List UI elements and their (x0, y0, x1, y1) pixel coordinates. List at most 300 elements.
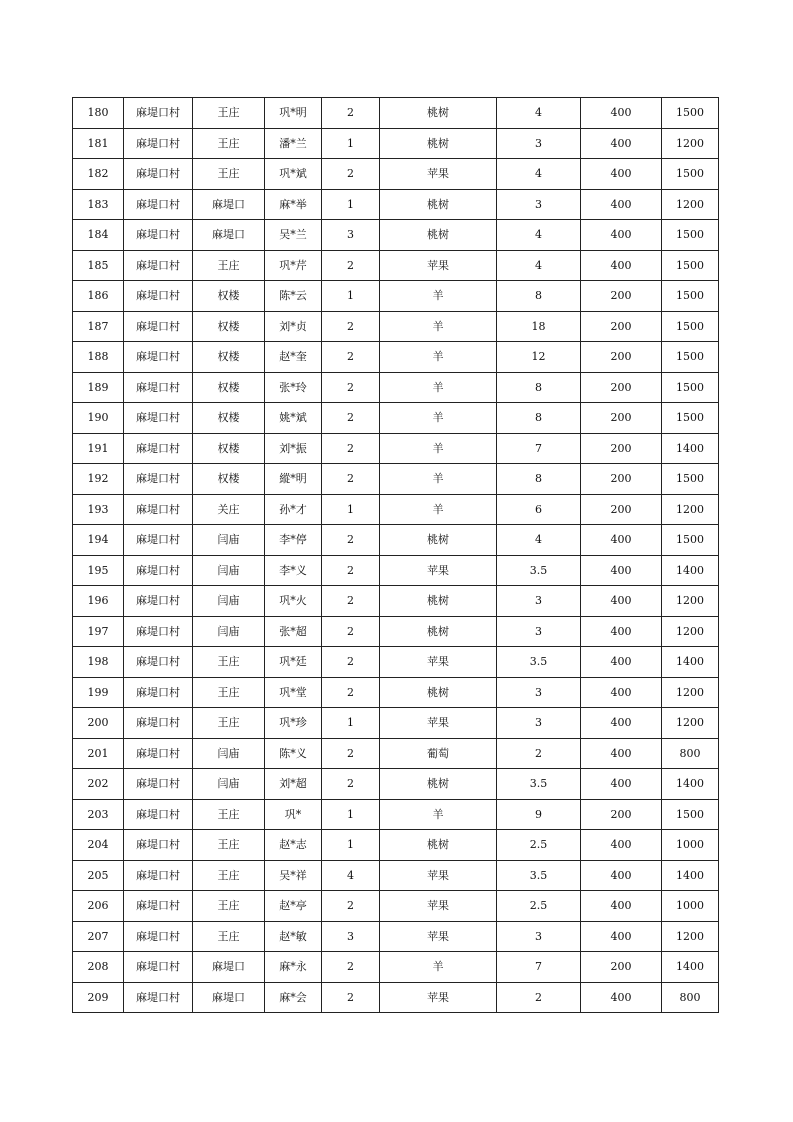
hamlet-cell: 王庄 (193, 891, 265, 922)
unit-subsidy-cell: 400 (581, 128, 662, 159)
quantity-cell: 3.5 (497, 860, 581, 891)
village-cell: 麻堤口村 (124, 677, 193, 708)
row-number-cell: 195 (73, 555, 124, 586)
amount-cell: 1200 (662, 128, 719, 159)
table-row (73, 189, 719, 220)
hamlet-cell: 闫庙 (193, 616, 265, 647)
hamlet-cell: 闫庙 (193, 769, 265, 800)
village-cell: 麻堤口村 (124, 525, 193, 556)
industry-cell: 羊 (380, 464, 497, 495)
name-cell: 吴*祥 (265, 860, 322, 891)
hamlet-cell: 王庄 (193, 128, 265, 159)
unit-subsidy-cell: 200 (581, 494, 662, 525)
amount-cell: 1200 (662, 921, 719, 952)
household-size-cell: 2 (322, 952, 380, 983)
hamlet-cell: 王庄 (193, 830, 265, 861)
name-cell: 赵*奎 (265, 342, 322, 373)
row-number-cell: 197 (73, 616, 124, 647)
name-cell: 巩*珍 (265, 708, 322, 739)
village-cell: 麻堤口村 (124, 799, 193, 830)
name-cell: 巩*斌 (265, 159, 322, 190)
unit-subsidy-cell: 400 (581, 250, 662, 281)
hamlet-cell: 王庄 (193, 708, 265, 739)
village-cell: 麻堤口村 (124, 189, 193, 220)
table-row (73, 372, 719, 403)
row-number-cell: 208 (73, 952, 124, 983)
household-size-cell: 2 (322, 891, 380, 922)
table-row (73, 891, 719, 922)
household-size-cell: 1 (322, 494, 380, 525)
table-row (73, 860, 719, 891)
table-row (73, 555, 719, 586)
industry-cell: 羊 (380, 494, 497, 525)
industry-cell: 羊 (380, 403, 497, 434)
row-number-cell: 205 (73, 860, 124, 891)
name-cell: 赵*志 (265, 830, 322, 861)
hamlet-cell: 权楼 (193, 311, 265, 342)
name-cell: 李*义 (265, 555, 322, 586)
quantity-cell: 3 (497, 677, 581, 708)
industry-cell: 桃树 (380, 677, 497, 708)
unit-subsidy-cell: 400 (581, 830, 662, 861)
name-cell: 麻*会 (265, 982, 322, 1013)
hamlet-cell: 王庄 (193, 250, 265, 281)
unit-subsidy-cell: 400 (581, 738, 662, 769)
table-row (73, 342, 719, 373)
industry-cell: 桃树 (380, 98, 497, 129)
amount-cell: 1200 (662, 189, 719, 220)
village-cell: 麻堤口村 (124, 982, 193, 1013)
name-cell: 縱*明 (265, 464, 322, 495)
hamlet-cell: 王庄 (193, 921, 265, 952)
unit-subsidy-cell: 400 (581, 891, 662, 922)
unit-subsidy-cell: 400 (581, 525, 662, 556)
household-size-cell: 2 (322, 250, 380, 281)
row-number-cell: 189 (73, 372, 124, 403)
household-size-cell: 1 (322, 830, 380, 861)
table-row (73, 311, 719, 342)
household-size-cell: 2 (322, 555, 380, 586)
village-cell: 麻堤口村 (124, 830, 193, 861)
hamlet-cell: 权楼 (193, 372, 265, 403)
table-row (73, 128, 719, 159)
name-cell: 陈*云 (265, 281, 322, 312)
household-size-cell: 1 (322, 799, 380, 830)
amount-cell: 800 (662, 982, 719, 1013)
household-size-cell: 2 (322, 98, 380, 129)
amount-cell: 1200 (662, 677, 719, 708)
name-cell: 麻*举 (265, 189, 322, 220)
table-row (73, 799, 719, 830)
village-cell: 麻堤口村 (124, 372, 193, 403)
name-cell: 李*停 (265, 525, 322, 556)
household-size-cell: 2 (322, 433, 380, 464)
village-cell: 麻堤口村 (124, 250, 193, 281)
unit-subsidy-cell: 200 (581, 372, 662, 403)
industry-cell: 苹果 (380, 921, 497, 952)
quantity-cell: 3.5 (497, 769, 581, 800)
row-number-cell: 199 (73, 677, 124, 708)
row-number-cell: 202 (73, 769, 124, 800)
name-cell: 刘*超 (265, 769, 322, 800)
table-row (73, 647, 719, 678)
quantity-cell: 4 (497, 220, 581, 251)
unit-subsidy-cell: 400 (581, 921, 662, 952)
industry-cell: 羊 (380, 952, 497, 983)
amount-cell: 1200 (662, 616, 719, 647)
quantity-cell: 9 (497, 799, 581, 830)
industry-cell: 苹果 (380, 891, 497, 922)
hamlet-cell: 关庄 (193, 494, 265, 525)
name-cell: 巩*廷 (265, 647, 322, 678)
amount-cell: 1500 (662, 464, 719, 495)
village-cell: 麻堤口村 (124, 769, 193, 800)
table-row (73, 952, 719, 983)
row-number-cell: 191 (73, 433, 124, 464)
quantity-cell: 8 (497, 372, 581, 403)
amount-cell: 1400 (662, 555, 719, 586)
amount-cell: 1500 (662, 342, 719, 373)
row-number-cell: 188 (73, 342, 124, 373)
row-number-cell: 198 (73, 647, 124, 678)
unit-subsidy-cell: 400 (581, 982, 662, 1013)
table-row (73, 525, 719, 556)
hamlet-cell: 闫庙 (193, 555, 265, 586)
village-cell: 麻堤口村 (124, 708, 193, 739)
row-number-cell: 193 (73, 494, 124, 525)
industry-cell: 苹果 (380, 555, 497, 586)
name-cell: 巩*芹 (265, 250, 322, 281)
table-row (73, 677, 719, 708)
row-number-cell: 206 (73, 891, 124, 922)
unit-subsidy-cell: 200 (581, 403, 662, 434)
table-row (73, 738, 719, 769)
unit-subsidy-cell: 400 (581, 555, 662, 586)
table-row (73, 982, 719, 1013)
amount-cell: 1500 (662, 311, 719, 342)
unit-subsidy-cell: 400 (581, 189, 662, 220)
household-size-cell: 2 (322, 982, 380, 1013)
name-cell: 吴*兰 (265, 220, 322, 251)
industry-cell: 桃树 (380, 830, 497, 861)
table-row (73, 250, 719, 281)
quantity-cell: 6 (497, 494, 581, 525)
unit-subsidy-cell: 400 (581, 708, 662, 739)
industry-cell: 葡萄 (380, 738, 497, 769)
hamlet-cell: 麻堤口 (193, 982, 265, 1013)
row-number-cell: 186 (73, 281, 124, 312)
hamlet-cell: 麻堤口 (193, 952, 265, 983)
quantity-cell: 18 (497, 311, 581, 342)
quantity-cell: 3 (497, 586, 581, 617)
household-size-cell: 2 (322, 769, 380, 800)
name-cell: 赵*敏 (265, 921, 322, 952)
industry-cell: 羊 (380, 799, 497, 830)
amount-cell: 1500 (662, 281, 719, 312)
name-cell: 巩*明 (265, 98, 322, 129)
quantity-cell: 3.5 (497, 647, 581, 678)
name-cell: 潘*兰 (265, 128, 322, 159)
village-cell: 麻堤口村 (124, 98, 193, 129)
table-row (73, 921, 719, 952)
industry-cell: 桃树 (380, 189, 497, 220)
household-size-cell: 2 (322, 647, 380, 678)
amount-cell: 1400 (662, 433, 719, 464)
unit-subsidy-cell: 400 (581, 98, 662, 129)
unit-subsidy-cell: 200 (581, 281, 662, 312)
amount-cell: 1400 (662, 647, 719, 678)
table-row (73, 586, 719, 617)
quantity-cell: 4 (497, 98, 581, 129)
industry-cell: 羊 (380, 281, 497, 312)
name-cell: 姚*斌 (265, 403, 322, 434)
row-number-cell: 209 (73, 982, 124, 1013)
unit-subsidy-cell: 200 (581, 952, 662, 983)
unit-subsidy-cell: 200 (581, 464, 662, 495)
unit-subsidy-cell: 400 (581, 677, 662, 708)
row-number-cell: 180 (73, 98, 124, 129)
unit-subsidy-cell: 400 (581, 616, 662, 647)
name-cell: 刘*贞 (265, 311, 322, 342)
name-cell: 陈*义 (265, 738, 322, 769)
industry-cell: 羊 (380, 433, 497, 464)
industry-cell: 桃树 (380, 128, 497, 159)
village-cell: 麻堤口村 (124, 586, 193, 617)
household-size-cell: 3 (322, 220, 380, 251)
village-cell: 麻堤口村 (124, 433, 193, 464)
table-row (73, 281, 719, 312)
household-size-cell: 2 (322, 616, 380, 647)
hamlet-cell: 王庄 (193, 799, 265, 830)
household-size-cell: 2 (322, 677, 380, 708)
village-cell: 麻堤口村 (124, 860, 193, 891)
quantity-cell: 4 (497, 159, 581, 190)
village-cell: 麻堤口村 (124, 403, 193, 434)
hamlet-cell: 权楼 (193, 403, 265, 434)
household-size-cell: 2 (322, 464, 380, 495)
hamlet-cell: 麻堤口 (193, 189, 265, 220)
row-number-cell: 185 (73, 250, 124, 281)
hamlet-cell: 王庄 (193, 159, 265, 190)
amount-cell: 1000 (662, 891, 719, 922)
industry-cell: 桃树 (380, 586, 497, 617)
hamlet-cell: 权楼 (193, 281, 265, 312)
data-table (72, 97, 719, 1013)
quantity-cell: 3 (497, 189, 581, 220)
village-cell: 麻堤口村 (124, 647, 193, 678)
row-number-cell: 183 (73, 189, 124, 220)
quantity-cell: 3 (497, 708, 581, 739)
unit-subsidy-cell: 400 (581, 769, 662, 800)
village-cell: 麻堤口村 (124, 464, 193, 495)
hamlet-cell: 权楼 (193, 464, 265, 495)
quantity-cell: 3 (497, 128, 581, 159)
table-row (73, 830, 719, 861)
industry-cell: 苹果 (380, 647, 497, 678)
household-size-cell: 2 (322, 525, 380, 556)
industry-cell: 羊 (380, 342, 497, 373)
row-number-cell: 181 (73, 128, 124, 159)
table-row (73, 403, 719, 434)
name-cell: 巩*火 (265, 586, 322, 617)
amount-cell: 1000 (662, 830, 719, 861)
village-cell: 麻堤口村 (124, 494, 193, 525)
row-number-cell: 192 (73, 464, 124, 495)
amount-cell: 1500 (662, 372, 719, 403)
industry-cell: 羊 (380, 311, 497, 342)
name-cell: 张*超 (265, 616, 322, 647)
row-number-cell: 190 (73, 403, 124, 434)
quantity-cell: 8 (497, 281, 581, 312)
row-number-cell: 207 (73, 921, 124, 952)
hamlet-cell: 王庄 (193, 860, 265, 891)
unit-subsidy-cell: 400 (581, 647, 662, 678)
village-cell: 麻堤口村 (124, 159, 193, 190)
village-cell: 麻堤口村 (124, 220, 193, 251)
industry-cell: 桃树 (380, 769, 497, 800)
amount-cell: 1500 (662, 220, 719, 251)
table-row (73, 708, 719, 739)
village-cell: 麻堤口村 (124, 738, 193, 769)
amount-cell: 1200 (662, 586, 719, 617)
hamlet-cell: 权楼 (193, 433, 265, 464)
unit-subsidy-cell: 400 (581, 586, 662, 617)
row-number-cell: 203 (73, 799, 124, 830)
household-size-cell: 3 (322, 921, 380, 952)
name-cell: 巩*堂 (265, 677, 322, 708)
amount-cell: 1200 (662, 494, 719, 525)
industry-cell: 苹果 (380, 982, 497, 1013)
quantity-cell: 7 (497, 952, 581, 983)
amount-cell: 1500 (662, 159, 719, 190)
industry-cell: 苹果 (380, 250, 497, 281)
household-size-cell: 4 (322, 860, 380, 891)
name-cell: 麻*永 (265, 952, 322, 983)
unit-subsidy-cell: 200 (581, 799, 662, 830)
table-row (73, 769, 719, 800)
village-cell: 麻堤口村 (124, 311, 193, 342)
table-row (73, 616, 719, 647)
table-row (73, 464, 719, 495)
table-row (73, 494, 719, 525)
quantity-cell: 3 (497, 921, 581, 952)
quantity-cell: 3.5 (497, 555, 581, 586)
row-number-cell: 201 (73, 738, 124, 769)
industry-cell: 羊 (380, 372, 497, 403)
quantity-cell: 12 (497, 342, 581, 373)
hamlet-cell: 麻堤口 (193, 220, 265, 251)
table-row (73, 220, 719, 251)
household-size-cell: 2 (322, 403, 380, 434)
industry-cell: 苹果 (380, 860, 497, 891)
village-cell: 麻堤口村 (124, 128, 193, 159)
household-size-cell: 1 (322, 128, 380, 159)
name-cell: 赵*亭 (265, 891, 322, 922)
household-size-cell: 2 (322, 372, 380, 403)
unit-subsidy-cell: 400 (581, 159, 662, 190)
village-cell: 麻堤口村 (124, 555, 193, 586)
household-size-cell: 1 (322, 708, 380, 739)
amount-cell: 1500 (662, 799, 719, 830)
amount-cell: 1500 (662, 525, 719, 556)
household-size-cell: 2 (322, 342, 380, 373)
household-size-cell: 2 (322, 586, 380, 617)
quantity-cell: 8 (497, 403, 581, 434)
quantity-cell: 2 (497, 982, 581, 1013)
quantity-cell: 2.5 (497, 830, 581, 861)
name-cell: 张*玲 (265, 372, 322, 403)
quantity-cell: 3 (497, 616, 581, 647)
table-row (73, 159, 719, 190)
name-cell: 巩* (265, 799, 322, 830)
hamlet-cell: 王庄 (193, 647, 265, 678)
table-row (73, 98, 719, 129)
household-size-cell: 1 (322, 189, 380, 220)
household-size-cell: 1 (322, 281, 380, 312)
hamlet-cell: 王庄 (193, 98, 265, 129)
row-number-cell: 194 (73, 525, 124, 556)
unit-subsidy-cell: 400 (581, 220, 662, 251)
table-row (73, 433, 719, 464)
industry-cell: 苹果 (380, 159, 497, 190)
village-cell: 麻堤口村 (124, 281, 193, 312)
village-cell: 麻堤口村 (124, 891, 193, 922)
industry-cell: 桃树 (380, 220, 497, 251)
unit-subsidy-cell: 400 (581, 860, 662, 891)
amount-cell: 1500 (662, 250, 719, 281)
unit-subsidy-cell: 200 (581, 433, 662, 464)
amount-cell: 1200 (662, 708, 719, 739)
row-number-cell: 184 (73, 220, 124, 251)
hamlet-cell: 权楼 (193, 342, 265, 373)
amount-cell: 1400 (662, 860, 719, 891)
row-number-cell: 200 (73, 708, 124, 739)
amount-cell: 1500 (662, 403, 719, 434)
industry-cell: 苹果 (380, 708, 497, 739)
hamlet-cell: 闫庙 (193, 738, 265, 769)
amount-cell: 800 (662, 738, 719, 769)
table-body (73, 98, 719, 1013)
row-number-cell: 204 (73, 830, 124, 861)
village-cell: 麻堤口村 (124, 921, 193, 952)
quantity-cell: 4 (497, 525, 581, 556)
name-cell: 孙*才 (265, 494, 322, 525)
household-size-cell: 2 (322, 159, 380, 190)
hamlet-cell: 王庄 (193, 677, 265, 708)
industry-cell: 桃树 (380, 525, 497, 556)
household-size-cell: 2 (322, 311, 380, 342)
amount-cell: 1400 (662, 952, 719, 983)
unit-subsidy-cell: 200 (581, 311, 662, 342)
amount-cell: 1500 (662, 98, 719, 129)
village-cell: 麻堤口村 (124, 616, 193, 647)
village-cell: 麻堤口村 (124, 952, 193, 983)
quantity-cell: 2.5 (497, 891, 581, 922)
household-size-cell: 2 (322, 738, 380, 769)
unit-subsidy-cell: 200 (581, 342, 662, 373)
hamlet-cell: 闫庙 (193, 525, 265, 556)
industry-cell: 桃树 (380, 616, 497, 647)
village-cell: 麻堤口村 (124, 342, 193, 373)
row-number-cell: 182 (73, 159, 124, 190)
row-number-cell: 187 (73, 311, 124, 342)
quantity-cell: 7 (497, 433, 581, 464)
row-number-cell: 196 (73, 586, 124, 617)
quantity-cell: 4 (497, 250, 581, 281)
quantity-cell: 8 (497, 464, 581, 495)
quantity-cell: 2 (497, 738, 581, 769)
hamlet-cell: 闫庙 (193, 586, 265, 617)
